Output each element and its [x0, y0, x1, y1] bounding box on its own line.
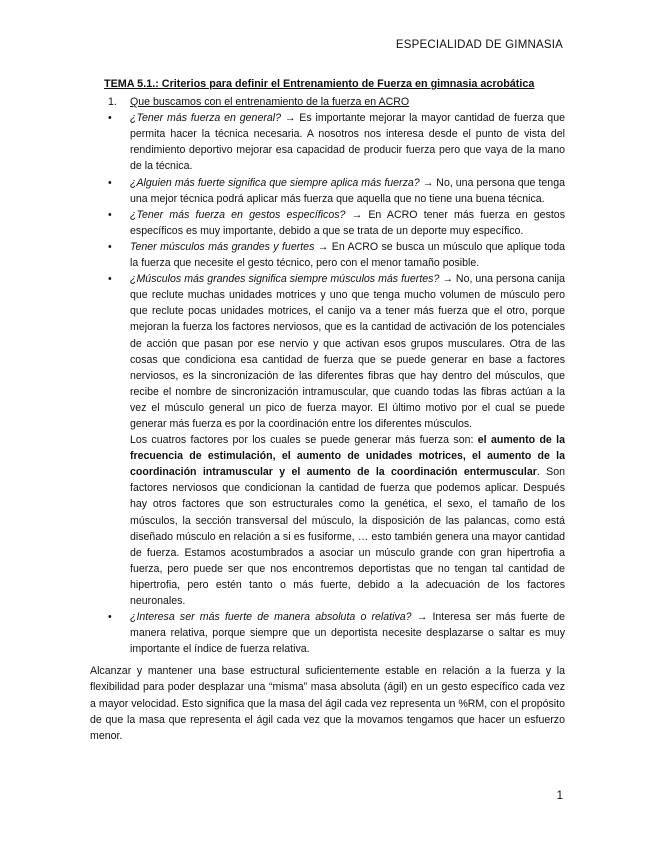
list-item [104, 609, 565, 657]
arrow-icon: → [351, 208, 363, 221]
list-number: 1. [108, 96, 117, 109]
list-item [104, 207, 565, 239]
question-text: ¿Tener más fuerza en general? [130, 112, 282, 125]
arrow-icon: → [317, 240, 329, 253]
answer-text: Interesa ser más fuerte de manera relativa, porque siempre que un deportista necesite desplazarse o saltar es muy importante el índice de fuerza relativa. [130, 611, 565, 656]
list-item [104, 175, 565, 207]
factors-intro: Los cuatros factores por los cuales se puede generar más fuerza son: [130, 434, 478, 447]
list-item [104, 271, 565, 432]
list-item [104, 239, 565, 271]
answer-text: En ACRO tener más fuerza en gestos específicos es muy importante, debido a que se trata de un deporte muy específico. [130, 208, 566, 237]
list-item [104, 110, 565, 174]
answer-text: En ACRO se busca un músculo que aplique toda la fuerza que necesite el gesto técnico, pero con el menor tamaño posible. [130, 240, 565, 270]
bullet-icon: • [108, 240, 112, 253]
factors-rest: . Son factores nerviosos que condicionan la cantidad de fuerza que podemos aplicar. Después hay otros factores que son estructurales como la genética, el sexo, el tamaño de los músculos, la sección transversal del músculo, la disposición de las palancas, como está diseñado músculo en relación a si es fusiforme, … esto también genera una mayor cantidad de fuerza. Estamos acostumbrados a asociar un músculo grande con gran hipertrofia a fuerza, pero puede ser que nos encontremos deportistas que no tengan tal cantidad de hipertrofia, pero estén tanto o más fuerte, debido a la adecuación de los factores neuronales. [130, 466, 565, 607]
numbered-item-text: Que buscamos con el entrenamiento de la fuerza en ACRO [130, 96, 410, 109]
numbered-item [104, 94, 565, 110]
bullet-icon: • [108, 611, 112, 624]
bullet-icon: • [108, 208, 112, 221]
arrow-icon: → [442, 273, 453, 286]
question-text: ¿Interesa ser más fuerte de manera absoluta o relativa? [130, 611, 412, 624]
question-text: ¿Músculos más grandes significa siempre músculos más fuertes? [130, 273, 440, 286]
question-text: ¿Tener más fuerza en gestos específicos? [130, 208, 346, 221]
bullet-icon: • [108, 112, 112, 125]
running-header: ESPECIALIDAD DE GIMNASIA [395, 39, 563, 51]
arrow-icon: → [422, 176, 434, 189]
answer-text: Es importante mejorar la mayor cantidad de fuerza que permita hacer la técnica necesaria. A nosotros nos interesa desde el punto de vista del rendimiento deportivo mejorar esa capacidad de producir fuerza pero que vaya de la mano de la técnica. [130, 112, 565, 173]
question-text: Tener músculos más grandes y fuertes [130, 240, 315, 253]
factors-paragraph [104, 432, 565, 609]
factors-bold: el aumento de la frecuencia de estimulación, el aumento de unidades motrices, el aumento de la coordinación intramuscular y el aumento de la coordinación entermuscular [130, 434, 565, 479]
closing-paragraph: Alcanzar y mantener una base estructural suficientemente estable en relación a la fuerza y la flexibilidad para poder desplazar una “misma” masa absoluta (ágil) en un gesto específico cada vez a mayor velocidad. Esto significa que la masa del ágil cada vez representa un %RM, con el propósito de que la masa que representa el ágil cada vez que la movamos tengamos que hacer un esfuerzo menor. [90, 665, 565, 742]
answer-text: No, una persona canija que reclute muchas unidades motrices y uno que tenga mucho volumen de músculo pero que reclute pocas unidades motrices, el canijo va a tener más fuerza que el otro, porque mejoran la fuerza los factores nerviosos, que es la cantidad de activación de los potenciales de acción que pasan por ese nervio y que activan esos grupos musculares. Otra de las cosas que condiciona esa cantidad de fuerza que se puede generar en base a factores nerviosos, es la sincronización de las diferentes fibras que hay dentro del músculos, que recibe el nombre de sincronización intramuscular, que cuando todas las fibras actúan a la vez el músculo general un pico de fuerza mayor. El último motivo por el cual se puede generar más fuerza es por la coordinación entre los diferentes músculos. [130, 273, 565, 430]
arrow-icon: → [284, 112, 296, 125]
section-title: TEMA 5.1.: Criterios para definir el Entrenamiento de Fuerza en gimnasia acrobática [104, 78, 535, 90]
bullet-icon: • [108, 176, 112, 189]
bullet-icon: • [108, 273, 112, 286]
answer-text: No, una persona que tenga una mejor técnica podrá aplicar más fuerza que aquella que no tiene una buena técnica. [130, 176, 565, 205]
document-body [90, 76, 566, 744]
page-number: 1 [556, 790, 563, 802]
arrow-icon: → [416, 611, 428, 624]
question-text: ¿Alguien más fuerte significa que siempre aplica más fuerza? [130, 176, 420, 189]
